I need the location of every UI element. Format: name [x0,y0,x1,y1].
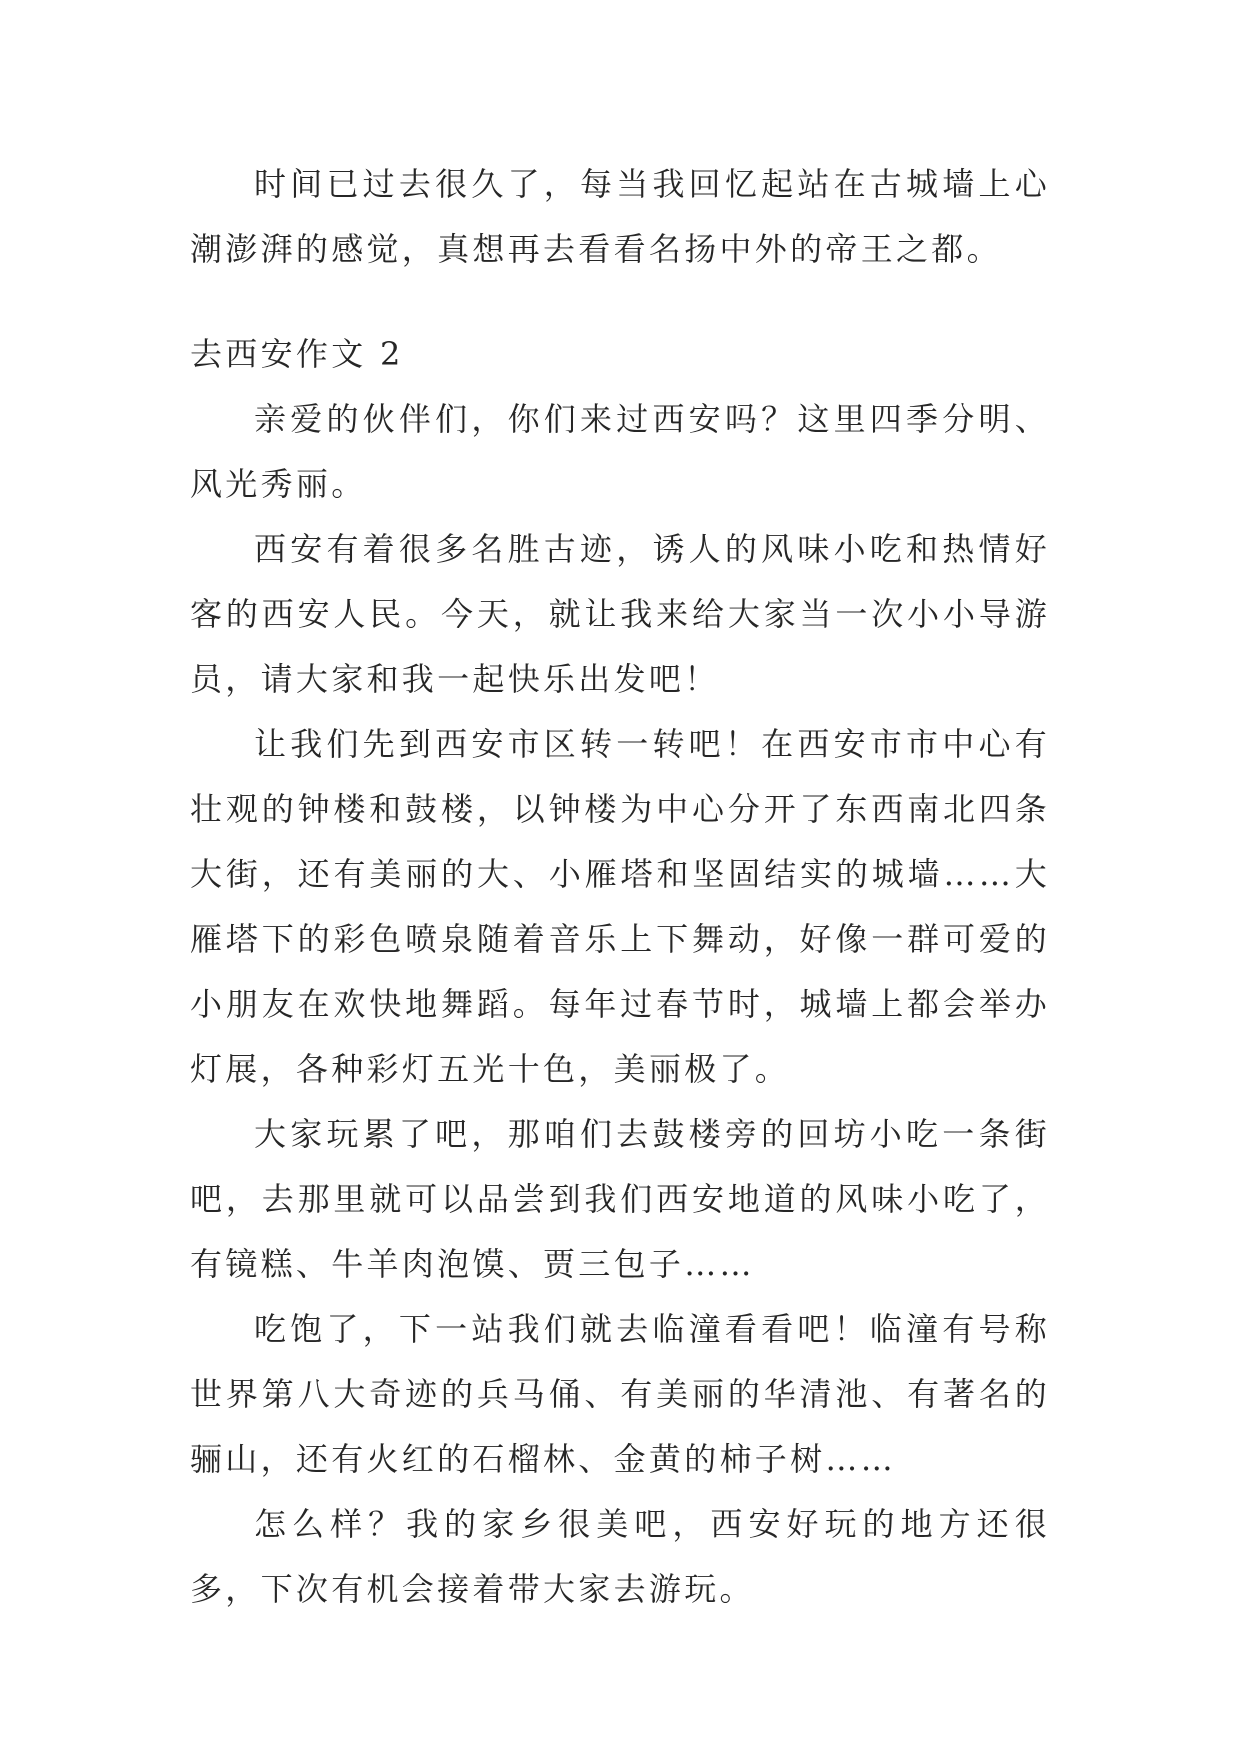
document-body [190,152,1050,1622]
paragraph-3: 让我们先到西安市区转一转吧！在西安市市中心有壮观的钟楼和鼓楼，以钟楼为中心分开了东西南北四条大街，还有美丽的大、小雁塔和坚固结实的城墙……大雁塔下的彩色喷泉随着音乐上下舞动，好像一群可爱的小朋友在欢快地舞蹈。每年过春节时，城墙上都会举办灯展，各种彩灯五光十色，美丽极了。 [190,725,1050,1088]
paragraph-6: 怎么样？我的家乡很美吧，西安好玩的地方还很多，下次有机会接着带大家去游玩。 [190,1505,1050,1608]
paragraph-5: 吃饱了，下一站我们就去临潼看看吧！临潼有号称世界第八大奇迹的兵马俑、有美丽的华清池、有著名的骊山，还有火红的石榴林、金黄的柿子树…… [190,1310,1050,1478]
intro-paragraph: 时间已过去很久了，每当我回忆起站在古城墙上心潮澎湃的感觉，真想再去看看名扬中外的帝王之都。 [190,165,1050,268]
paragraph-4: 大家玩累了吧，那咱们去鼓楼旁的回坊小吃一条街吧，去那里就可以品尝到我们西安地道的风味小吃了，有镜糕、牛羊肉泡馍、贾三包子…… [190,1115,1050,1283]
paragraph-1: 亲爱的伙伴们，你们来过西安吗？这里四季分明、风光秀丽。 [190,400,1050,503]
paragraph-2: 西安有着很多名胜古迹，诱人的风味小吃和热情好客的西安人民。今天，就让我来给大家当一次小小导游员，请大家和我一起快乐出发吧！ [190,530,1050,698]
section-title: 去西安作文 2 [190,335,404,373]
